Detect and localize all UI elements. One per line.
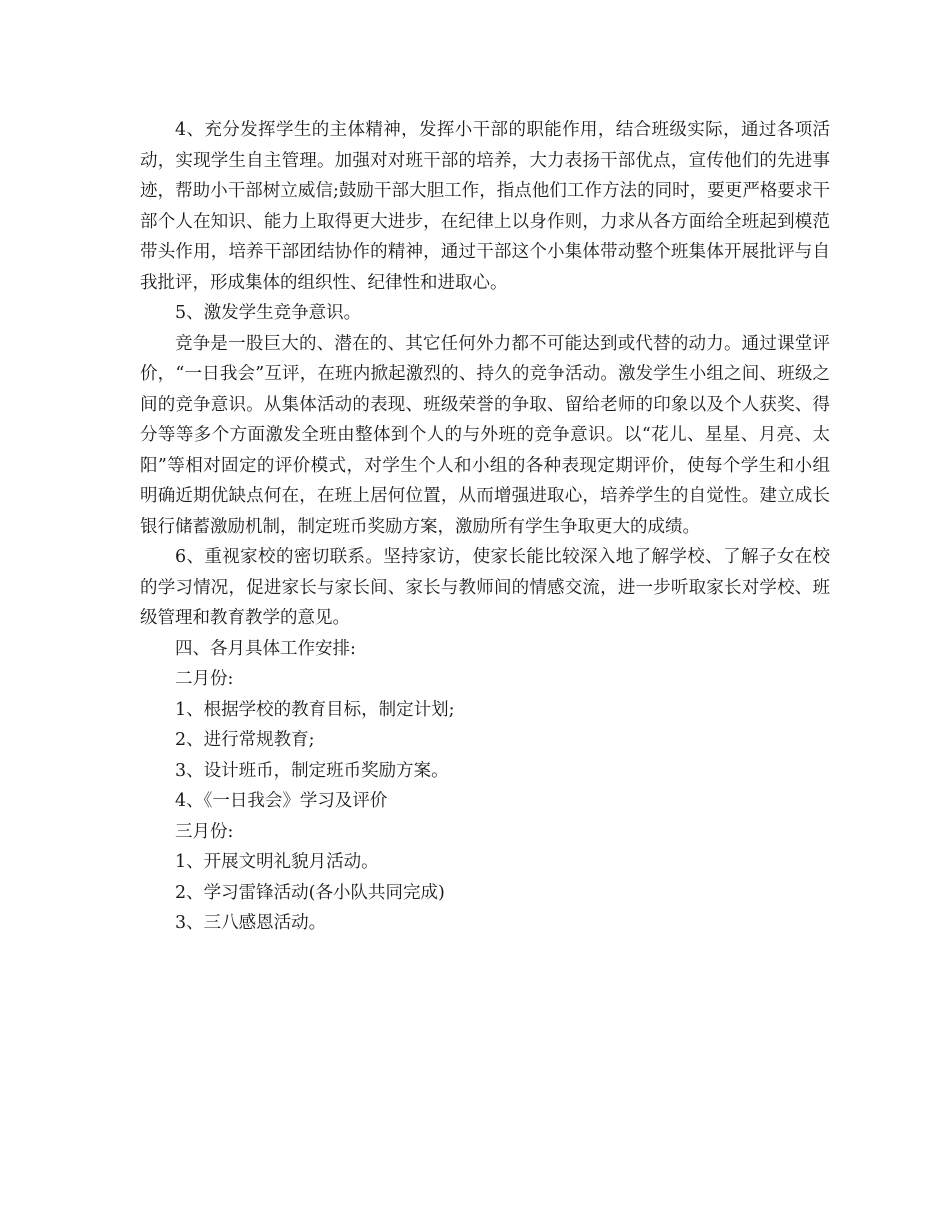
paragraph-class-cadre: 4、充分发挥学生的主体精神，发挥小干部的职能作用，结合班级实际，通过各项活动，实现学生自主管理。加强对对班干部的培养，大力表扬干部优点，宣传他们的先进事迹，帮助小干部树立威信;鼓励干部大胆工作，指点他们工作方法的同时，要更严格要求干部个人在知识、能力上取得更大进步，在纪律上以身作则，力求从各方面给全班起到模范带头作用，培养干部团结协作的精神，通过干部这个小集体带动整个班集体开展批评与自我批评，形成集体的组织性、纪律性和进取心。 (140, 120, 830, 293)
paragraph-competition-heading: 5、激发学生竞争意识。 (175, 303, 362, 323)
month-heading-march: 三月份: (175, 821, 234, 842)
section-heading-monthly-plan: 四、各月具体工作安排: (175, 638, 356, 659)
document-page (140, 115, 830, 939)
list-item: 1、根据学校的教育目标，制定计划; (175, 699, 455, 720)
paragraph-home-school: 6、重视家校的密切联系。坚持家访，使家长能比较深入地了解学校、了解子女在校的学习情况，促进家长与家长间、家长与教师间的情感交流，进一步听取家长对学校、班级管理和教育教学的意见。 (140, 547, 830, 628)
list-item: 2、学习雷锋活动(各小队共同完成) (175, 882, 445, 903)
month-heading-february: 二月份: (175, 669, 234, 689)
list-item: 3、设计班币，制定班币奖励方案。 (175, 760, 449, 781)
paragraph-competition-body: 竞争是一股巨大的、潜在的、其它任何外力都不可能达到或代替的动力。通过课堂评价，“一日我会”互评，在班内掀起激烈的、持久的竞争活动。激发学生小组之间、班级之间的竞争意识。从集体活动的表现、班级荣誉的争取、留给老师的印象以及个人获奖、得分等等多个方面激发全班由整体到个人的与外班的竞争意识。以“花儿、星星、月亮、太阳”等相对固定的评价模式，对学生个人和小组的各种表现定期评价，使每个学生和小组明确近期优缺点何在，在班上居何位置，从而增强进取心，培养学生的自觉性。建立成长银行储蓄激励机制，制定班币奖励方案，激励所有学生争取更大的成绩。 (140, 333, 830, 537)
list-item: 4、《一日我会》学习及评价 (175, 791, 388, 811)
list-item: 2、进行常规教育; (175, 730, 315, 750)
list-item: 3、三八感恩活动。 (175, 913, 327, 933)
list-item: 1、开展文明礼貌月活动。 (175, 852, 379, 872)
